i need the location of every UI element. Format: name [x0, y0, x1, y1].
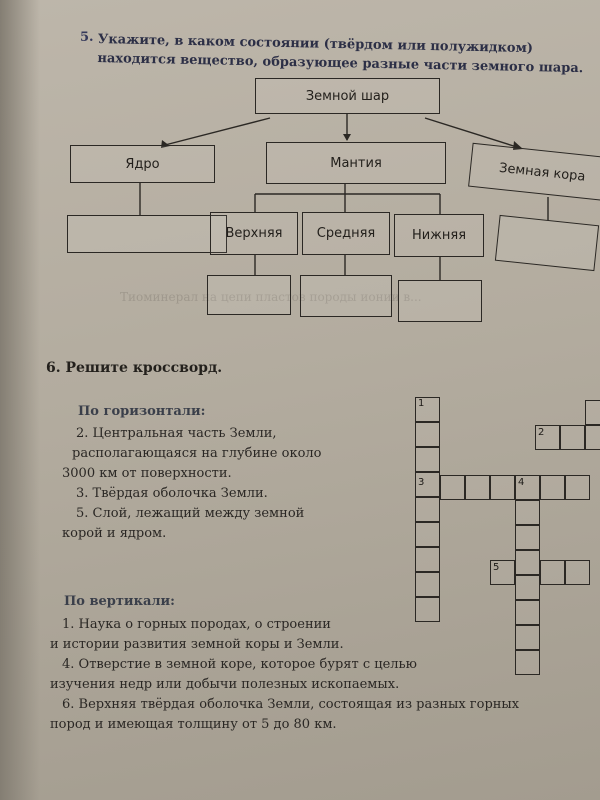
answer-box-mantle-middle[interactable] — [300, 275, 392, 317]
crossword-number-1: 1 — [418, 398, 425, 409]
diagram-crust-label: Земная кора — [498, 160, 587, 185]
crossword-cell[interactable] — [415, 447, 440, 472]
answer-box-mantle-lower[interactable] — [398, 280, 482, 322]
crossword-cell[interactable] — [490, 475, 515, 500]
across-heading: По горизонтали: — [78, 404, 206, 419]
diagram-root-label: Земной шар — [305, 88, 390, 104]
across-clue-line: 3000 км от поверхности. — [62, 466, 232, 481]
crossword-cell[interactable] — [415, 522, 440, 547]
crossword-cell[interactable] — [540, 475, 565, 500]
diagram-mantle-upper-box — [210, 212, 298, 255]
crossword-cell[interactable] — [515, 525, 540, 550]
down-clue-line: изучения недр или добычи полезных ископаемых. — [50, 677, 400, 692]
crossword-number-2: 2 — [538, 427, 545, 438]
answer-box-core[interactable] — [67, 215, 227, 253]
across-clue-line: корой и ядром. — [62, 526, 167, 541]
diagram-core-label: Ядро — [125, 156, 160, 172]
crossword-cell[interactable] — [540, 560, 565, 585]
crossword-cell[interactable] — [415, 597, 440, 622]
bleed-through-text: Тиоминерал на цепи пластов породы ионии в... — [120, 290, 422, 304]
task6-header — [46, 360, 222, 376]
crossword-number-5: 5 — [493, 562, 500, 573]
task5-text: Укажите, в каком состоянии (твёрдом или полужидком) находится вещество, образующее разные части земного шара. — [97, 31, 584, 77]
diagram-mantle-box — [266, 142, 446, 184]
crossword-number-3: 3 — [418, 477, 425, 488]
across-clue-line: 2. Центральная часть Земли, — [76, 426, 277, 441]
diagram-root-box — [255, 78, 440, 114]
task5-number: 5. — [80, 30, 94, 45]
crossword-cell[interactable] — [415, 547, 440, 572]
crossword-cell[interactable] — [585, 400, 600, 425]
crossword-cell[interactable] — [440, 475, 465, 500]
crossword-cell[interactable] — [565, 475, 590, 500]
task6-number: 6. — [46, 360, 61, 376]
across-clue-line: располагающаяся на глубине около — [72, 446, 322, 461]
crossword-cell[interactable] — [565, 560, 590, 585]
crossword-cell[interactable] — [515, 650, 540, 675]
down-clue-line: 1. Наука о горных породах, о строении — [62, 617, 331, 632]
crossword-cell[interactable] — [515, 500, 540, 525]
down-clue-line: 6. Верхняя твёрдая оболочка Земли, состоящая из разных горных — [62, 697, 520, 712]
across-clues — [62, 424, 412, 544]
crossword-cell[interactable] — [415, 497, 440, 522]
crossword-cell[interactable] — [560, 425, 585, 450]
down-clue-line: и истории развития земной коры и Земли. — [50, 637, 344, 652]
across-clue-line: 5. Слой, лежащий между земной — [76, 506, 305, 521]
crossword-cell[interactable] — [515, 575, 540, 600]
crossword-cell[interactable] — [585, 425, 600, 450]
crossword-cell[interactable] — [515, 550, 540, 575]
crossword-cell[interactable] — [415, 422, 440, 447]
diagram-core-box — [70, 145, 215, 183]
answer-box-mantle-upper[interactable] — [207, 275, 291, 315]
down-heading: По вертикали: — [64, 594, 175, 609]
diagram-mantle-upper-label: Верхняя — [225, 226, 283, 241]
down-clue-line: пород и имеющая толщину от 5 до 80 км. — [50, 717, 337, 732]
diagram-mantle-lower-box — [394, 214, 484, 257]
diagram-mantle-middle-label: Средняя — [316, 226, 376, 241]
crossword-cell[interactable] — [465, 475, 490, 500]
diagram-mantle-label: Мантия — [330, 155, 382, 171]
diagram-mantle-lower-label: Нижняя — [411, 228, 467, 243]
task6-title: Решите кроссворд. — [65, 360, 223, 376]
across-clue-line: 3. Твёрдая оболочка Земли. — [76, 486, 268, 501]
crossword-number-4: 4 — [518, 477, 525, 488]
diagram-mantle-middle-box — [302, 212, 390, 255]
down-clue-line: 4. Отверстие в земной коре, которое бурят с целью — [62, 657, 417, 672]
crossword-cell[interactable] — [415, 572, 440, 597]
crossword-cell[interactable] — [515, 600, 540, 625]
crossword-cell[interactable] — [515, 625, 540, 650]
